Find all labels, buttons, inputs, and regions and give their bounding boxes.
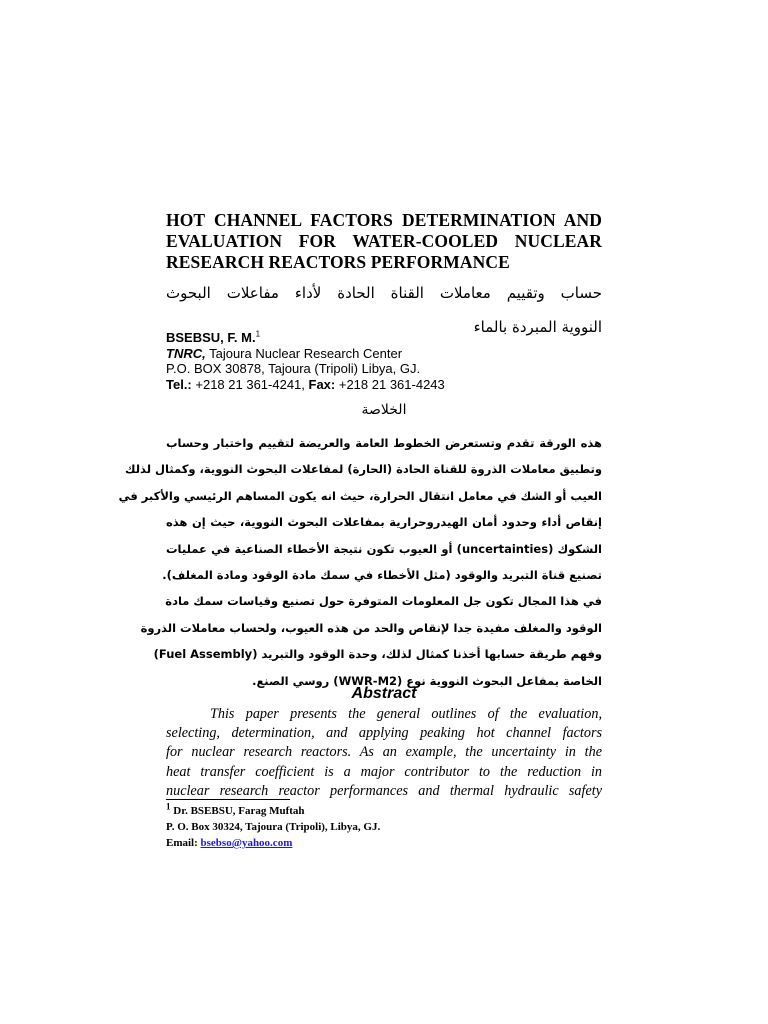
author-affiliation <box>166 346 602 362</box>
arabic-body-line: الوقود والمغلف مفيدة جدا لإنقاص والحد من هذه العيوب، ولحساب معاملات الذروة <box>140 620 602 635</box>
author-contact <box>166 377 602 393</box>
arabic-title-line: النووية المبردة بالماء <box>473 318 602 336</box>
footnote-mark: 1 <box>166 801 171 812</box>
author-block <box>166 330 602 392</box>
arabic-body-line: هذه الورقة تقدم وتستعرض الخطوط العامة والعريضة لتقييم واختبار وحساب <box>166 436 602 450</box>
footnote-divider <box>166 799 290 800</box>
abstract-line: for nuclear research reactors. As an example, the uncertainty in the <box>166 744 602 761</box>
footnote-name-row <box>166 803 602 819</box>
arabic-summary-heading: الخلاصة <box>361 402 407 418</box>
author-address: P.O. BOX 30878, Tajoura (Tripoli) Libya, GJ. <box>166 361 421 376</box>
arabic-body-line: إنقاص أداء وحدود أمان الهيدروحرارية بمفاعلات البحوث النووية، حيث إن هذه <box>166 515 602 530</box>
author-footnote-mark: 1 <box>255 329 261 339</box>
arabic-body-line: في هذا المجال تكون جل المعلومات المتوفرة حول تصنيع وقياسات سمك مادة <box>165 594 602 609</box>
arabic-body-line: العيب أو الشك في معامل انتقال الحرارة، حيث انه يكون المساهم الرئيسي والأكبر في <box>118 488 602 503</box>
arabic-body-line: الخاصة بمفاعل البحوث النووية نوع (WWR-M2) روسي الصنع. <box>252 673 602 688</box>
email-label: Email: <box>166 837 201 849</box>
tel-label: Tel.: <box>166 376 192 392</box>
english-title-line: RESEARCH REACTORS PERFORMANCE <box>166 252 510 272</box>
english-title <box>166 210 602 273</box>
english-title-line: EVALUATION FOR WATER-COOLED NUCLEAR <box>166 231 602 251</box>
footnote-email-row <box>166 835 602 851</box>
author-name-row <box>166 330 602 346</box>
abstract-body <box>166 705 602 801</box>
english-title-line: HOT CHANNEL FACTORS DETERMINATION AND <box>166 210 602 230</box>
arabic-summary-body <box>118 430 602 694</box>
fax-label: Fax: <box>308 376 336 392</box>
footnote-name: Dr. BSEBSU, Farag Muftah <box>170 805 305 817</box>
abstract-line: selecting, determination, and applying peaking hot channel factors <box>166 725 602 742</box>
abstract-heading: Abstract <box>351 685 417 702</box>
abstract-line: nuclear research reactor performances and thermal hydraulic safety <box>166 782 602 799</box>
arabic-body-line: وتطبيق معاملات الذروة للقناة الحادة (الحارة) لمفاعلات البحوث النووية، وكمثال لذلك <box>125 462 602 477</box>
tel-value: +218 21 361-4241, <box>191 376 309 392</box>
email-link[interactable]: bsebso@yahoo.com <box>200 837 293 849</box>
abstract-line: heat transfer coefficient is a major contributor to the reduction in <box>166 763 602 780</box>
affiliation-name: Tajoura Nuclear Research Center <box>205 345 403 361</box>
footnote <box>166 803 602 851</box>
abstract-line: This paper presents the general outlines of the evaluation, <box>210 706 602 722</box>
author-name: BSEBSU, F. M. <box>166 330 256 345</box>
affiliation-abbrev: TNRC, <box>166 345 206 361</box>
arabic-body-line: وفهم طريقة حسابها أخذنا كمثال لذلك، وحدة الوقود والتبريد (Fuel Assembly) <box>153 647 602 662</box>
fax-value: +218 21 361-4243 <box>335 376 445 392</box>
footnote-address: P. O. Box 30324, Tajoura (Tripoli), Libya, GJ. <box>166 821 381 833</box>
arabic-body-line: الشكوك (uncertainties) أو العيوب تكون نتيجة الأخطاء الصناعية في عمليات <box>166 541 602 556</box>
arabic-body-line: تصنيع قناة التبريد والوقود (مثل الأخطاء في سمك مادة الوقود ومادة المغلف). <box>162 568 602 583</box>
arabic-title-line: حساب وتقييم معاملات القناة الحادة لأداء مفاعلات البحوث <box>166 284 602 302</box>
